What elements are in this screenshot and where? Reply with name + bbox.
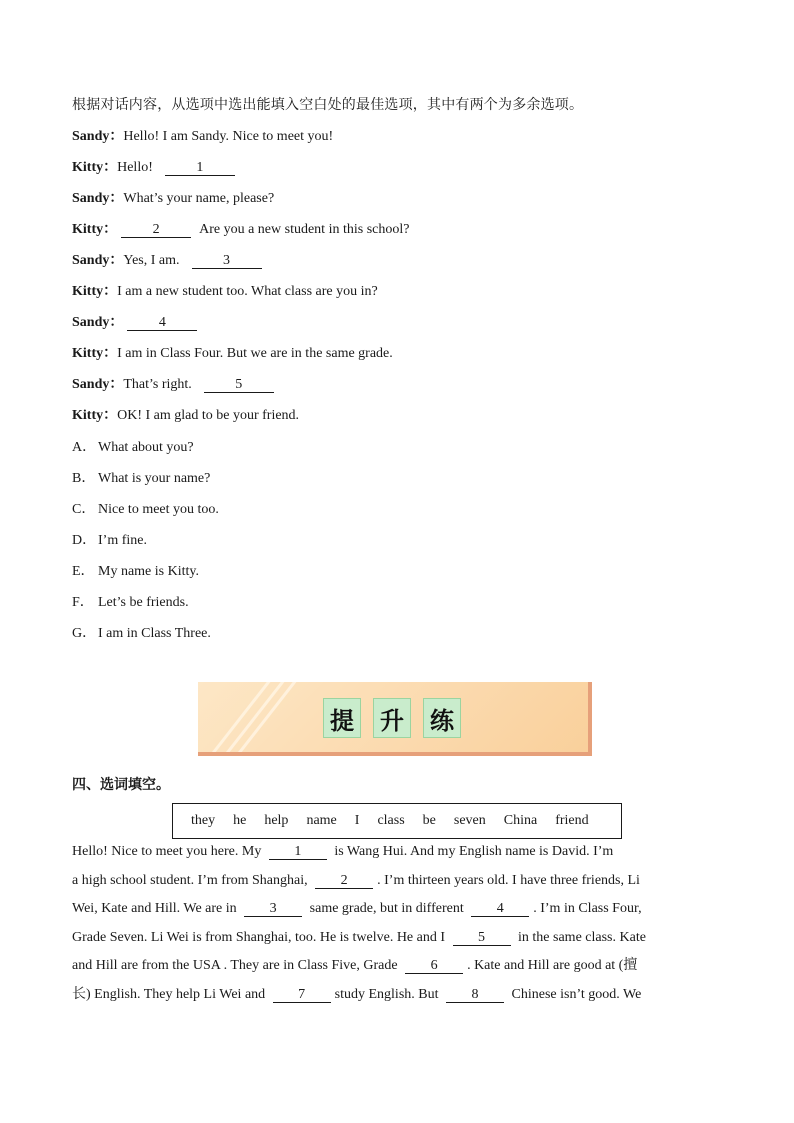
dialogue-text: What’s your name, please? — [123, 191, 275, 206]
passage-line — [72, 981, 722, 1009]
word-bank-item: friend — [555, 813, 589, 828]
passage-line — [72, 867, 722, 895]
banner-char: 升 — [373, 698, 411, 738]
answer-blank[interactable]: 1 — [165, 160, 235, 176]
word-bank-item: name — [306, 813, 337, 828]
speaker-name: Sandy： — [72, 315, 124, 330]
word-bank-item: class — [377, 813, 405, 828]
passage-line — [72, 952, 722, 980]
speaker-name: Kitty： — [72, 408, 118, 423]
passage-line — [72, 924, 722, 952]
dialogue-line — [72, 283, 378, 301]
option-item — [72, 439, 194, 457]
answer-blank[interactable]: 3 — [244, 901, 302, 917]
word-bank-item: they — [191, 813, 216, 828]
passage-line — [72, 895, 722, 923]
option-letter: D． — [72, 533, 97, 548]
option-letter: F． — [72, 595, 94, 610]
banner-title — [323, 698, 461, 738]
speaker-name: Kitty： — [72, 346, 118, 361]
dialogue-text: Hello! I am Sandy. Nice to meet you! — [123, 129, 334, 144]
dialogue-line — [72, 252, 262, 270]
option-letter: A． — [72, 440, 97, 455]
passage-text: Grade Seven. Li Wei is from Shanghai, too. He is twelve. He and I — [72, 929, 449, 945]
answer-blank[interactable]: 4 — [471, 901, 529, 917]
option-item — [72, 470, 210, 488]
option-item — [72, 625, 211, 643]
banner-char: 提 — [323, 698, 361, 738]
dialogue-text: OK! I am glad to be your friend. — [117, 408, 300, 423]
speaker-name: Kitty： — [72, 284, 118, 299]
banner-char: 练 — [423, 698, 461, 738]
instruction-text: 根据对话内容，从选项中选出能填入空白处的最佳选项，其中有两个为多余选项。 — [72, 97, 584, 113]
passage-text: a high school student. I’m from Shanghai, — [72, 872, 312, 888]
dialogue-text: Hello! — [117, 160, 153, 175]
passage-line — [72, 838, 722, 866]
answer-blank[interactable]: 5 — [204, 377, 274, 393]
dialogue-text: I am in Class Four. But we are in the same grade. — [117, 346, 393, 361]
section-banner — [198, 682, 592, 756]
word-bank — [172, 803, 622, 839]
passage-text: Chinese isn’t good. We — [508, 987, 642, 1002]
answer-blank[interactable]: 6 — [405, 958, 463, 974]
speaker-name: Sandy： — [72, 191, 124, 206]
word-bank-item: he — [233, 813, 247, 828]
answer-blank[interactable]: 7 — [273, 987, 331, 1003]
passage-text: 长) English. They help Li Wei and — [72, 987, 269, 1002]
answer-blank[interactable]: 4 — [127, 315, 197, 331]
dialogue-line — [72, 314, 197, 332]
passage-text: same grade, but in different — [306, 901, 468, 917]
dialogue-line — [72, 221, 409, 239]
option-item — [72, 532, 147, 550]
dialogue-line — [72, 190, 274, 208]
word-bank-item: China — [503, 813, 538, 828]
option-letter: B． — [72, 471, 96, 486]
answer-blank[interactable]: 2 — [121, 222, 191, 238]
dialogue-line — [72, 376, 274, 394]
word-bank-item: help — [264, 813, 289, 828]
answer-blank[interactable]: 8 — [446, 987, 504, 1003]
passage-text: and Hill are from the USA . They are in Class Five, Grade — [72, 958, 402, 974]
dialogue-line — [72, 159, 235, 177]
answer-blank[interactable]: 1 — [269, 844, 327, 860]
speaker-name: Kitty： — [72, 160, 118, 175]
passage-text: . I’m in Class Four, — [533, 901, 642, 917]
dialogue-text: Are you a new student in this school? — [199, 222, 410, 237]
passage-text: . Kate and Hill are good at (擅 — [467, 958, 638, 974]
answer-blank[interactable]: 5 — [453, 930, 511, 946]
passage-text: is Wang Hui. And my English name is David. I’m — [330, 844, 614, 859]
answer-blank[interactable]: 2 — [315, 873, 373, 889]
option-text: What is your name? — [98, 471, 211, 486]
dialogue-text: Yes, I am. — [123, 253, 180, 268]
answer-blank[interactable]: 3 — [192, 253, 262, 269]
section-title: 四、选词填空。 — [72, 777, 170, 793]
option-text: What about you? — [98, 440, 194, 455]
option-text: Nice to meet you too. — [98, 502, 219, 517]
option-text: I am in Class Three. — [98, 626, 211, 641]
dialogue-line — [72, 345, 393, 363]
option-text: I’m fine. — [98, 533, 147, 548]
passage-text: in the same class. Kate — [514, 929, 646, 945]
word-bank-item: be — [422, 813, 436, 828]
speaker-name: Sandy： — [72, 377, 124, 392]
speaker-name: Kitty： — [72, 222, 118, 237]
option-item — [72, 594, 189, 612]
dialogue-line — [72, 407, 299, 425]
dialogue-text: That’s right. — [123, 377, 192, 392]
dialogue-line — [72, 128, 333, 146]
passage-text: . I’m thirteen years old. I have three friends, Li — [377, 872, 640, 888]
word-bank-item: seven — [453, 813, 486, 828]
option-item — [72, 501, 219, 519]
word-bank-item: I — [354, 813, 360, 828]
option-item — [72, 563, 199, 581]
option-text: My name is Kitty. — [98, 564, 199, 579]
speaker-name: Sandy： — [72, 253, 124, 268]
passage-text: Wei, Kate and Hill. We are in — [72, 901, 241, 917]
speaker-name: Sandy： — [72, 129, 124, 144]
option-letter: E． — [72, 564, 95, 579]
dialogue-text: I am a new student too. What class are you in? — [117, 284, 378, 299]
passage-text: Hello! Nice to meet you here. My — [72, 844, 265, 859]
option-letter: C． — [72, 502, 96, 517]
passage-text: study English. But — [334, 987, 443, 1002]
option-text: Let’s be friends. — [98, 595, 189, 610]
option-letter: G． — [72, 626, 97, 641]
